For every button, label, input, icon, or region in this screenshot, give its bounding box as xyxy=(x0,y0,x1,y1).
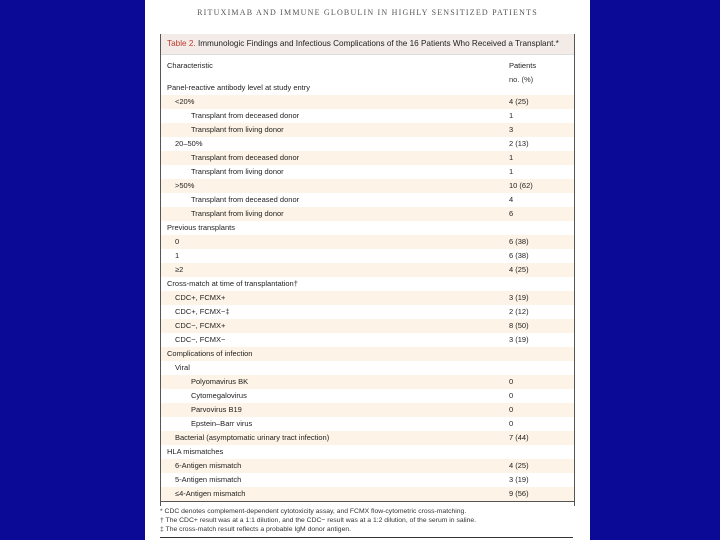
table-row xyxy=(161,207,574,221)
section-row xyxy=(161,277,574,291)
row-label: <20% xyxy=(175,97,195,106)
table-row xyxy=(161,487,574,501)
row-value: 9 (56) xyxy=(509,489,529,498)
row-value: 2 (12) xyxy=(509,307,529,316)
row-value: 3 xyxy=(509,125,514,134)
running-head: RITUXIMAB AND IMMUNE GLOBULIN IN HIGHLY SENSITIZED PATIENTS xyxy=(197,8,538,17)
row-value: 0 xyxy=(509,405,514,414)
document-page xyxy=(145,0,590,540)
section-row xyxy=(161,445,574,459)
row-label: Previous transplants xyxy=(167,223,235,232)
row-label: Cross-match at time of transplantation† xyxy=(167,279,298,288)
table-title xyxy=(161,34,574,54)
data-table xyxy=(160,34,575,506)
table-row xyxy=(161,319,574,333)
table-row xyxy=(161,179,574,193)
row-value: 4 (25) xyxy=(509,461,529,470)
row-value: 4 xyxy=(509,195,514,204)
row-label: Parvovirus B19 xyxy=(191,405,242,414)
table-row xyxy=(161,375,574,389)
table-row xyxy=(161,361,574,375)
row-value: 8 (50) xyxy=(509,321,529,330)
column-header xyxy=(161,54,574,95)
row-label: 20–50% xyxy=(175,139,203,148)
row-label: Complications of infection xyxy=(167,349,253,358)
row-value: 1 xyxy=(509,167,514,176)
row-value: 0 xyxy=(509,377,514,386)
row-label: ≥2 xyxy=(175,265,184,274)
row-label: 1 xyxy=(175,251,180,260)
table-row xyxy=(161,95,574,109)
table-row xyxy=(161,263,574,277)
row-label: CDC+, FCMX−‡ xyxy=(175,307,230,316)
table-row xyxy=(161,473,574,487)
row-label: Epstein–Barr virus xyxy=(191,419,253,428)
row-value: 0 xyxy=(509,391,514,400)
table-row xyxy=(161,389,574,403)
footnote: * CDC denotes complement-dependent cytotoxicity assay, and FCMX flow-cytometric cross-matching. xyxy=(160,508,467,515)
table-caption: Immunologic Findings and Infectious Complications of the 16 Patients Who Received a Transplant.* xyxy=(195,39,559,48)
row-value: 6 (38) xyxy=(509,251,529,260)
row-value: 10 (62) xyxy=(509,181,533,190)
row-label: HLA mismatches xyxy=(167,447,224,456)
row-value: 4 (25) xyxy=(509,97,529,106)
row-label: ≤4-Antigen mismatch xyxy=(175,489,246,498)
row-value: 6 (38) xyxy=(509,237,529,246)
row-label: Cytomegalovirus xyxy=(191,391,247,400)
footnotes xyxy=(160,507,580,534)
footnote: † The CDC+ result was at a 1:1 dilution, and the CDC− result was at a 1:2 dilution, of the serum in saline. xyxy=(160,517,477,524)
table-row xyxy=(161,249,574,263)
row-value: 4 (25) xyxy=(509,265,529,274)
row-label: Transplant from deceased donor xyxy=(191,111,300,120)
row-value: 3 (19) xyxy=(509,293,529,302)
row-label: Viral xyxy=(175,363,190,372)
row-label: 0 xyxy=(175,237,180,246)
row-label: CDC−, FCMX+ xyxy=(175,321,226,330)
row-label: Transplant from deceased donor xyxy=(191,153,300,162)
divider xyxy=(160,537,573,538)
row-label: 6-Antigen mismatch xyxy=(175,461,242,470)
section-heading: Panel-reactive antibody level at study entry xyxy=(167,83,310,92)
table-row xyxy=(161,235,574,249)
table-row xyxy=(161,193,574,207)
table-row xyxy=(161,403,574,417)
table-row xyxy=(161,165,574,179)
row-label: CDC+, FCMX+ xyxy=(175,293,226,302)
column-header-patients: Patients xyxy=(509,61,537,70)
table-bottom-border xyxy=(161,501,574,502)
row-label: Transplant from living donor xyxy=(191,125,284,134)
table-row xyxy=(161,417,574,431)
row-value: 3 (19) xyxy=(509,335,529,344)
table-body xyxy=(161,95,574,501)
column-header-unit: no. (%) xyxy=(509,75,534,84)
footnote: ‡ The cross-match result reflects a probable IgM donor antigen. xyxy=(160,526,352,533)
row-value: 1 xyxy=(509,153,514,162)
row-value: 0 xyxy=(509,419,514,428)
table-row xyxy=(161,459,574,473)
table-row xyxy=(161,305,574,319)
row-value: 1 xyxy=(509,111,514,120)
row-label: Polyomavirus BK xyxy=(191,377,249,386)
row-label: Transplant from living donor xyxy=(191,167,284,176)
table-label: Table 2. xyxy=(167,39,196,48)
table-row xyxy=(161,291,574,305)
row-label: 5-Antigen mismatch xyxy=(175,475,242,484)
row-label: Transplant from living donor xyxy=(191,209,284,218)
row-value: 2 (13) xyxy=(509,139,529,148)
row-label: Bacterial (asymptomatic urinary tract infection) xyxy=(175,433,330,442)
row-value: 3 (19) xyxy=(509,475,529,484)
table-row xyxy=(161,333,574,347)
row-label: Transplant from deceased donor xyxy=(191,195,300,204)
row-value: 6 xyxy=(509,209,514,218)
table-row xyxy=(161,431,574,445)
row-label: CDC−, FCMX− xyxy=(175,335,226,344)
table-row xyxy=(161,109,574,123)
section-row xyxy=(161,221,574,235)
table-row xyxy=(161,123,574,137)
row-value: 7 (44) xyxy=(509,433,529,442)
table-row xyxy=(161,151,574,165)
column-header-characteristic: Characteristic xyxy=(167,61,213,70)
table-row xyxy=(161,137,574,151)
row-label: >50% xyxy=(175,181,195,190)
section-row xyxy=(161,347,574,361)
